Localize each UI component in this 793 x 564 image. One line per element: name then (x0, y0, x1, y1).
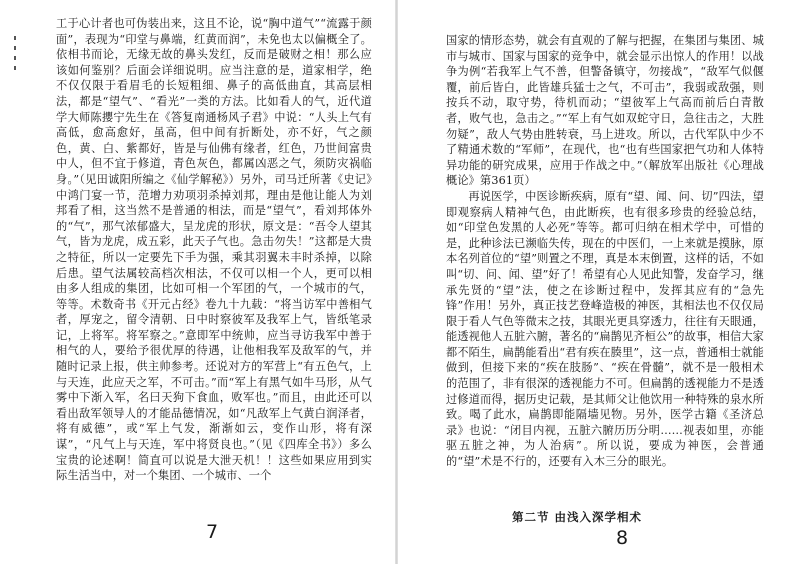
section-heading: 第二节 由浅入深学相术 (512, 510, 643, 524)
margin-marks (12, 36, 18, 76)
page-number: 7 (206, 521, 219, 543)
right-page-body (446, 33, 764, 470)
paragraph: 再说医学，中医诊断疾病，原有“望、闻、问、切”四法，望即观察病人精神气色，由此断疾，也有很多珍贵的经验总结，如“印堂色发黑的人必死”等等。都可归纳在相术学中，可惜的是，此种诊法已濒临失传，现在的中医们，一上来就是摸脉，原本名列首位的“望”则置之不理，真是本末倒置，这样的话，不如叫“切、问、闻、望”好了！希望有心人见此知警，发奋学习，继承先贤的“望”法，使之在诊断过程中，发挥其应有的“急先锋”作用！另外，真正技艺登峰造极的神医，其相法也不仅仅局限于看人气色等微末之技，其眼光更具穿透力，往往有天眼通，能透视他人五脏六腑，著名的“扁鹊见齐桓公”的故事，相信大家都不陌生，扁鹊能看出“君有疾在腠里”，这一点，普通相士就能做到，但接下来的“疾在肢肠”、“疾在骨髓”，就不是一般相术的范围了，非有很深的透视能力不可。但扁鹊的透视能力不是透过修道而得，据历史记载，是其师父让他饮用一种特殊的泉水所致。喝了此水，扁鹊即能隔墙见物。另外，医学古籍《圣济总录》也说：“闭目内视，五脏六腑历历分明……视表如里，亦能驱五脏之神，为人治病”。所以说，要成为神医，会普通的“望”术是不行的，还要有入木三分的眼光。 (446, 189, 764, 469)
paragraph: 国家的情形态势，就会有直观的了解与把握，在集团与集团、城市与城市、国家与国家的竞争中，就会显示出惊人的作用！以战争为例“若我军上气不善，但警备镇守，勿接战”，“敌军气似偃覆，前后皆白，此皆雄兵猛士之气，不可击”，我弱或敌强，则按兵不动，取守势，待机而动；“望彼军上气高而前后白青散者，败气也，急击之。”“军上有气如双蛇守日，急往击之，大胜勿疑”，敌人气势由胜转衰，马上进攻。所以，古代军队中少不了精通术数的“军师”，在现代，也“也有些国家把气功和人体特异功能的研究成果，应用于作战之中。”（解放军出版社《心理战概论》第361页） (446, 34, 764, 188)
left-page (0, 0, 396, 564)
page-number: 8 (616, 527, 629, 549)
left-page-body (56, 16, 372, 484)
paragraph: 工于心计者也可伪装出来，这且不论，说“胸中道气”“流露于颜面”，表现为“印堂与鼻端，红黄而润”，未免也太以偏概全了。依相书而论，无缘无故的鼻头发红，反而是破财之相！那么应该如何鉴别？后面会详细说明。应当注意的是，道家相学，绝不仅仅限于看眉毛的长短粗细、鼻子的高低曲直，其高层相法，都是“望气”、“看光”一类的方法。比如看人的气，近代道学大师陈攖宁先生在《答复南通杨风子君》中说：“人头上气有高低，愈高愈好，虽高，但中间有折断处，亦不好，气之颜色，黄、白、紫都好，皆是与仙佛有缘者，红色，乃世间富贵中人，但不宜于修道，青色灰色，都属凶恶之气，须防灾祸临身。”（见田诚阳所编之《仙学解秘》）另外，司马迁所著《史记》中鸿门宴一节，范增力劝项羽杀掉刘邦，理由是他让能人为刘邦看了相，这当然不是普通的相法，而是“望气”，看刘邦体外的“气”，那气浓郁盛大，呈龙虎的形状，原文是：“吾令人望其气，皆为龙虎，成五彩，此天子气也。急击勿失！”这都是大贵之特征，所以一定要先下手为强，乘其羽翼未丰时杀掉，以除后患。望气法属较高档次相法，不仅可以相一个人，更可以相由多人组成的集团，比如可相一个军团的气，一个城市的气，等等。术数奇书《开元占经》卷九十九载：“将当访军中善相气者，厚宠之，留令清朝、日中时察彼军及我军上气，皆纸笔录记，上将军。将军察之。”意即军中统帅，应当寻访我军中善于相气的人，要给予很优厚的待遇，让他相我军及敌军的气，并随时记录上报，供主帅参考。还说对方的军营上“有五色气，上与天连，此应天之军，不可击。”而“军上有黑气如牛马形，从气雾中下渐入军，名曰天狗下食血，败军也。”而且，由此还可以看出敌军领导人的才能品德情况，如“凡敌军上气黄白润泽者，将有威德”，或“军上气发，渐渐如云，变作山形，将有深谋”，“凡气上与天连，军中将贤良也。”（见《四库全书》）多么宝贵的论述啊！简直可以说是大泄天机！！这些如果应用到实际生活当中，对一个集团、一个城市、一个 (56, 17, 372, 483)
right-page (397, 0, 793, 564)
